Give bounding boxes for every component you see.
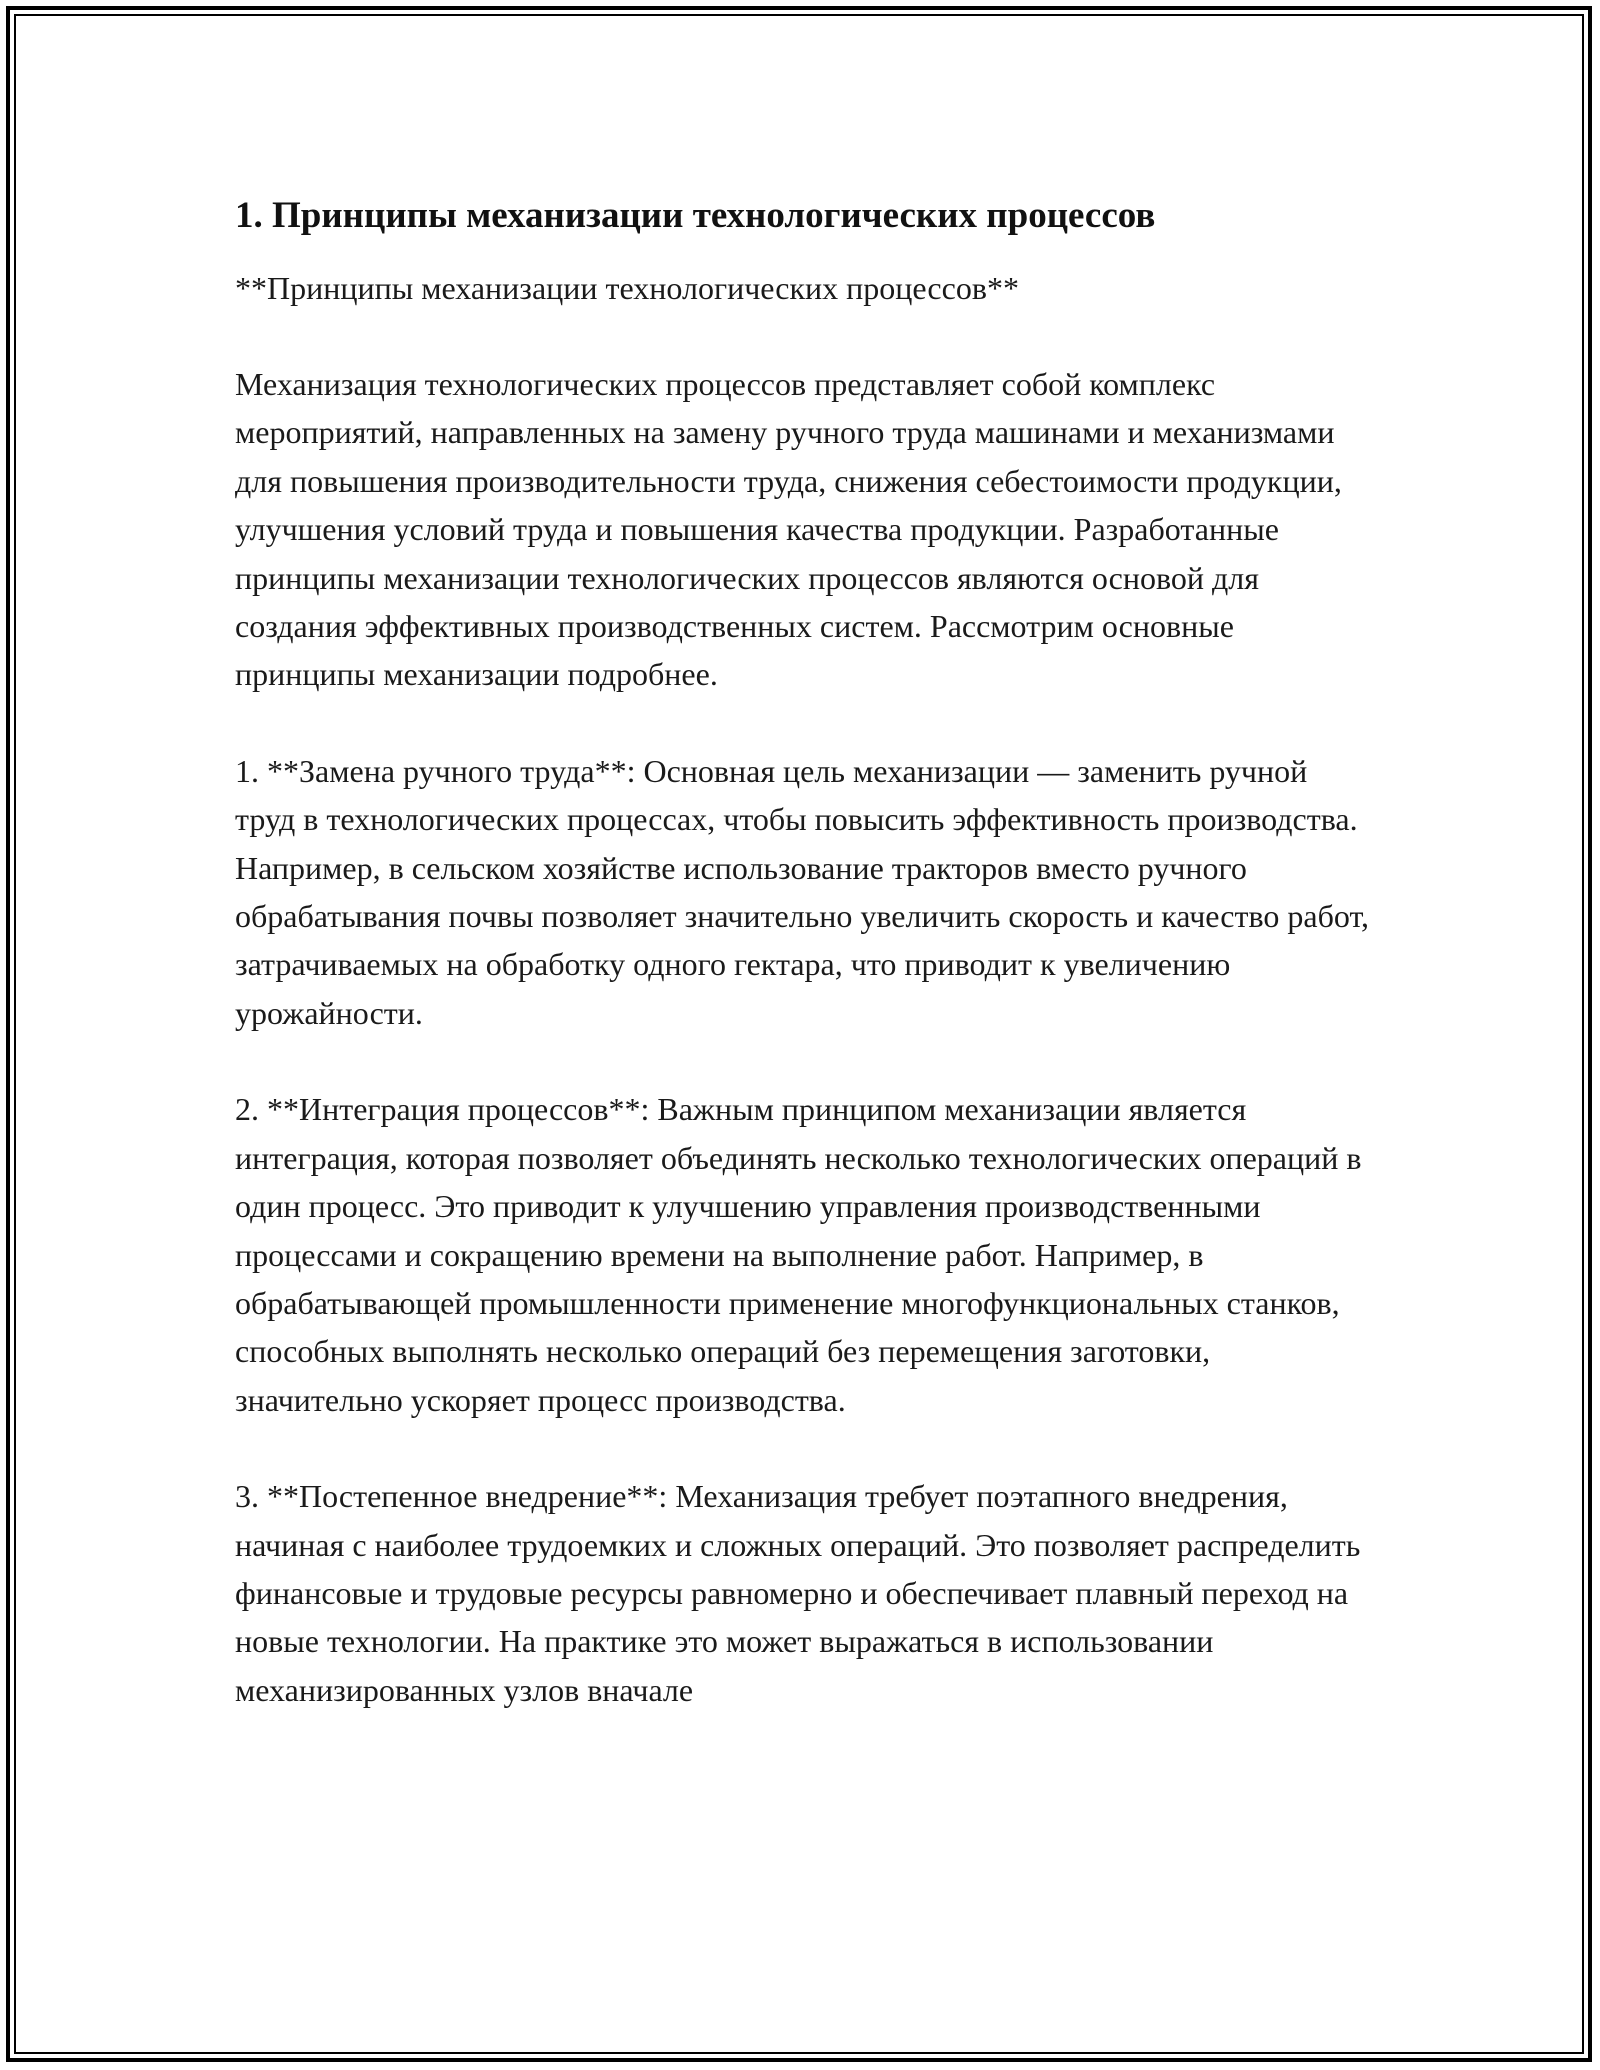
intro-paragraph: Механизация технологических процессов представляет собой комплекс мероприятий, направленных на замену ручного труда машинами и механизмами для повышения производительности труда, снижения себестоимости продукции, улучшения условий труда и повышения качества продукции. Разработанные принципы механизации технологических процессов являются основой для создания эффективных производственных систем. Рассмотрим основные принципы механизации подробнее.	[235, 366, 1342, 693]
document-body	[235, 188, 1370, 1714]
principle-paragraph-3: 3. **Постепенное внедрение**: Механизация требует поэтапного внедрения, начиная с наиболее трудоемких и сложных операций. Это позволяет распределить финансовые и трудовые ресурсы равномерно и обеспечивает плавный переход на новые технологии. На практике это может выражаться в использовании механизированных узлов вначале	[235, 1478, 1361, 1708]
principle-paragraph-2: 2. **Интеграция процессов**: Важным принципом механизации является интеграция, которая позволяет объединять несколько технологических операций в один процесс. Это приводит к улучшению управления производственными процессами и сокращению времени на выполнение работ. Например, в обрабатывающей промышленности применение многофункциональных станков, способных выполнять несколько операций без перемещения заготовки, значительно ускоряет процесс производства.	[235, 1091, 1362, 1418]
document-subtitle: **Принципы механизации технологических процессов**	[235, 270, 1019, 306]
document-title: 1. Принципы механизации технологических процессов	[235, 195, 1156, 236]
principle-paragraph-1: 1. **Замена ручного труда**: Основная цель механизации — заменить ручной труд в технологических процессах, чтобы повысить эффективность производства. Например, в сельском хозяйстве использование тракторов вместо ручного обрабатывания почвы позволяет значительно увеличить скорость и качество работ, затрачиваемых на обработку одного гектара, что приводит к увеличению урожайности.	[235, 752, 1370, 1031]
